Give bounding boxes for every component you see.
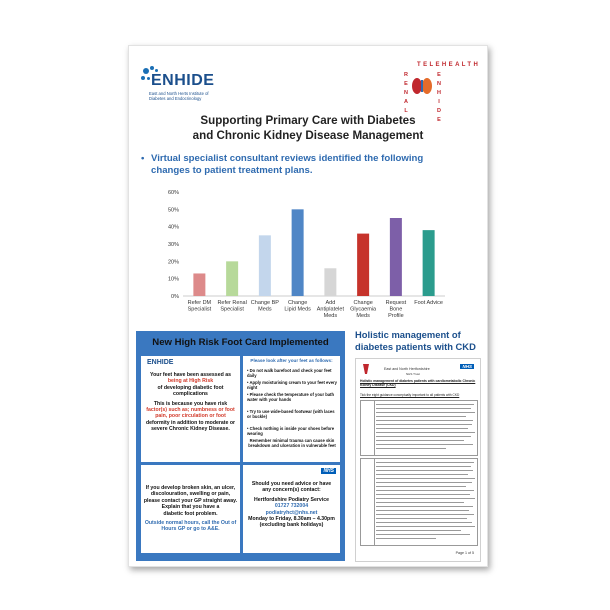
podiatry-contact-card [243, 465, 340, 553]
doc-nhs-badge: NHS [462, 364, 472, 369]
holistic-document [355, 358, 481, 562]
y-tick-label: 10% [167, 276, 179, 283]
doc-subheading: Tick the eight guidance conceptually important to all patients with CKD [360, 393, 460, 397]
y-tick-label: 20% [167, 259, 179, 266]
logo-subtitle-2: Diabetes and Endocrinology [149, 96, 202, 101]
foot-care-instructions-card [243, 356, 340, 462]
care-item-2: • Apply moisturising cream to your feet every night [247, 380, 337, 390]
telehealth-word: TELEHEALTH [417, 62, 481, 68]
foot-warning-card [141, 465, 240, 553]
doc-heading: Holistic management of diabetes patients with cardiometabolic Chronic Kidney Disease (CKD) [360, 379, 476, 387]
category-label: Foot Advice [414, 300, 443, 306]
doc-trust-name: East and North Hertfordshire [384, 367, 430, 371]
y-tick-label: 30% [167, 242, 179, 248]
foot-panel-title: New High Risk Foot Card Implemented [152, 337, 329, 348]
bar-add-antiplatelet-meds [324, 268, 336, 296]
bar-change-bp-meds [259, 235, 271, 296]
care-item-5: • Check nothing is inside your shoes before wearing [247, 426, 335, 436]
treatment-changes-chart [159, 184, 459, 324]
card3-text: If you develop broken skin, an ulcer, discolouration, swelling or pain, please contact your GP straight away. Explain that you have a diabetic foot problem. Outside normal hours, call the Out of Hours GP or go to A&E. [143, 485, 238, 533]
intro-bullet: • [141, 153, 145, 164]
category-label: Refer Renal Specialist [217, 300, 247, 313]
foot-card-panel [136, 331, 345, 561]
category-label: Change BP Meds [250, 300, 279, 313]
intro-line-2: changes to patient treatment plans. [151, 165, 313, 176]
care-item-4: • Try to use wide-based footwear (with laces or buckle) [247, 409, 335, 419]
poster-title-line-2: and Chronic Kidney Disease Management [192, 129, 424, 142]
category-label: Request Bone Profile [385, 300, 407, 319]
card2-header: Please look after your feet as follows: [250, 358, 333, 363]
poster [128, 45, 488, 567]
category-label: Change Glycaemia Meds [350, 300, 377, 319]
card1-text: Your feet have been assessed as being at High Risk of developing diabetic foot complications This is because you have risk factor(s) such as; numbness or foot pain, poor circulation or foot deformity in addition to moderate or severe Chronic Kidney Disease. [145, 372, 236, 433]
category-label: Add Antiplatelet Meds [316, 300, 344, 319]
card4-text: Should you need advice or have any concern(s) contact: Hertfordshire Podiatry Service 01727 732004 podiatryhct@nhs.net Monday to Friday, 8.30am – 4.30pm (excluding bank holidays) [248, 481, 335, 529]
enhide-vertical: E N H I D E [437, 72, 441, 123]
renal-vertical: R E N A L [404, 72, 408, 114]
bar-change-lipid-meds [292, 209, 304, 296]
y-tick-label: 0% [171, 294, 179, 300]
bar-request-bone-profile [390, 218, 402, 296]
category-label: Refer DM Specialist [187, 300, 212, 313]
doc-trust-sub: NHS Trust [406, 372, 420, 376]
card1-logo: ENHIDE [147, 359, 174, 366]
holistic-title-1: Holistic management of [355, 329, 461, 340]
care-item-3: • Please check the temperature of your bath water with your hands [247, 392, 335, 402]
foot-card-front [141, 356, 240, 462]
bar-change-glycaemia-meds [357, 234, 369, 296]
poster-title-line-1: Supporting Primary Care with Diabetes [200, 114, 416, 127]
kidney-icon [411, 76, 433, 96]
bar-refer-renal-specialist [226, 261, 238, 296]
y-tick-label: 60% [167, 190, 179, 196]
logo-subtitle-1: East and North Herts Institute of [149, 91, 209, 96]
care-item-1: • Do not walk barefoot and check your feet daily [247, 368, 332, 378]
enhide-logo-text: ENHIDE [151, 72, 215, 89]
bar-refer-dm-specialist [193, 273, 205, 296]
bar-foot-advice [423, 230, 435, 296]
category-label: Change Lipid Meds [284, 300, 311, 313]
doc-page-label: Page 1 of 5 [455, 551, 474, 555]
y-tick-label: 40% [167, 224, 179, 231]
intro-line-1: Virtual specialist consultant reviews identified the following [151, 153, 424, 164]
holistic-title-2: diabetes patients with CKD [355, 341, 476, 352]
nhs-badge: NHS [323, 468, 334, 474]
care-reminder: Remember minimal trauma can cause skin breakdown and ulceration in vulnerable feet [248, 438, 336, 448]
y-tick-label: 50% [167, 207, 179, 214]
nhs-logo-icon [361, 363, 371, 375]
